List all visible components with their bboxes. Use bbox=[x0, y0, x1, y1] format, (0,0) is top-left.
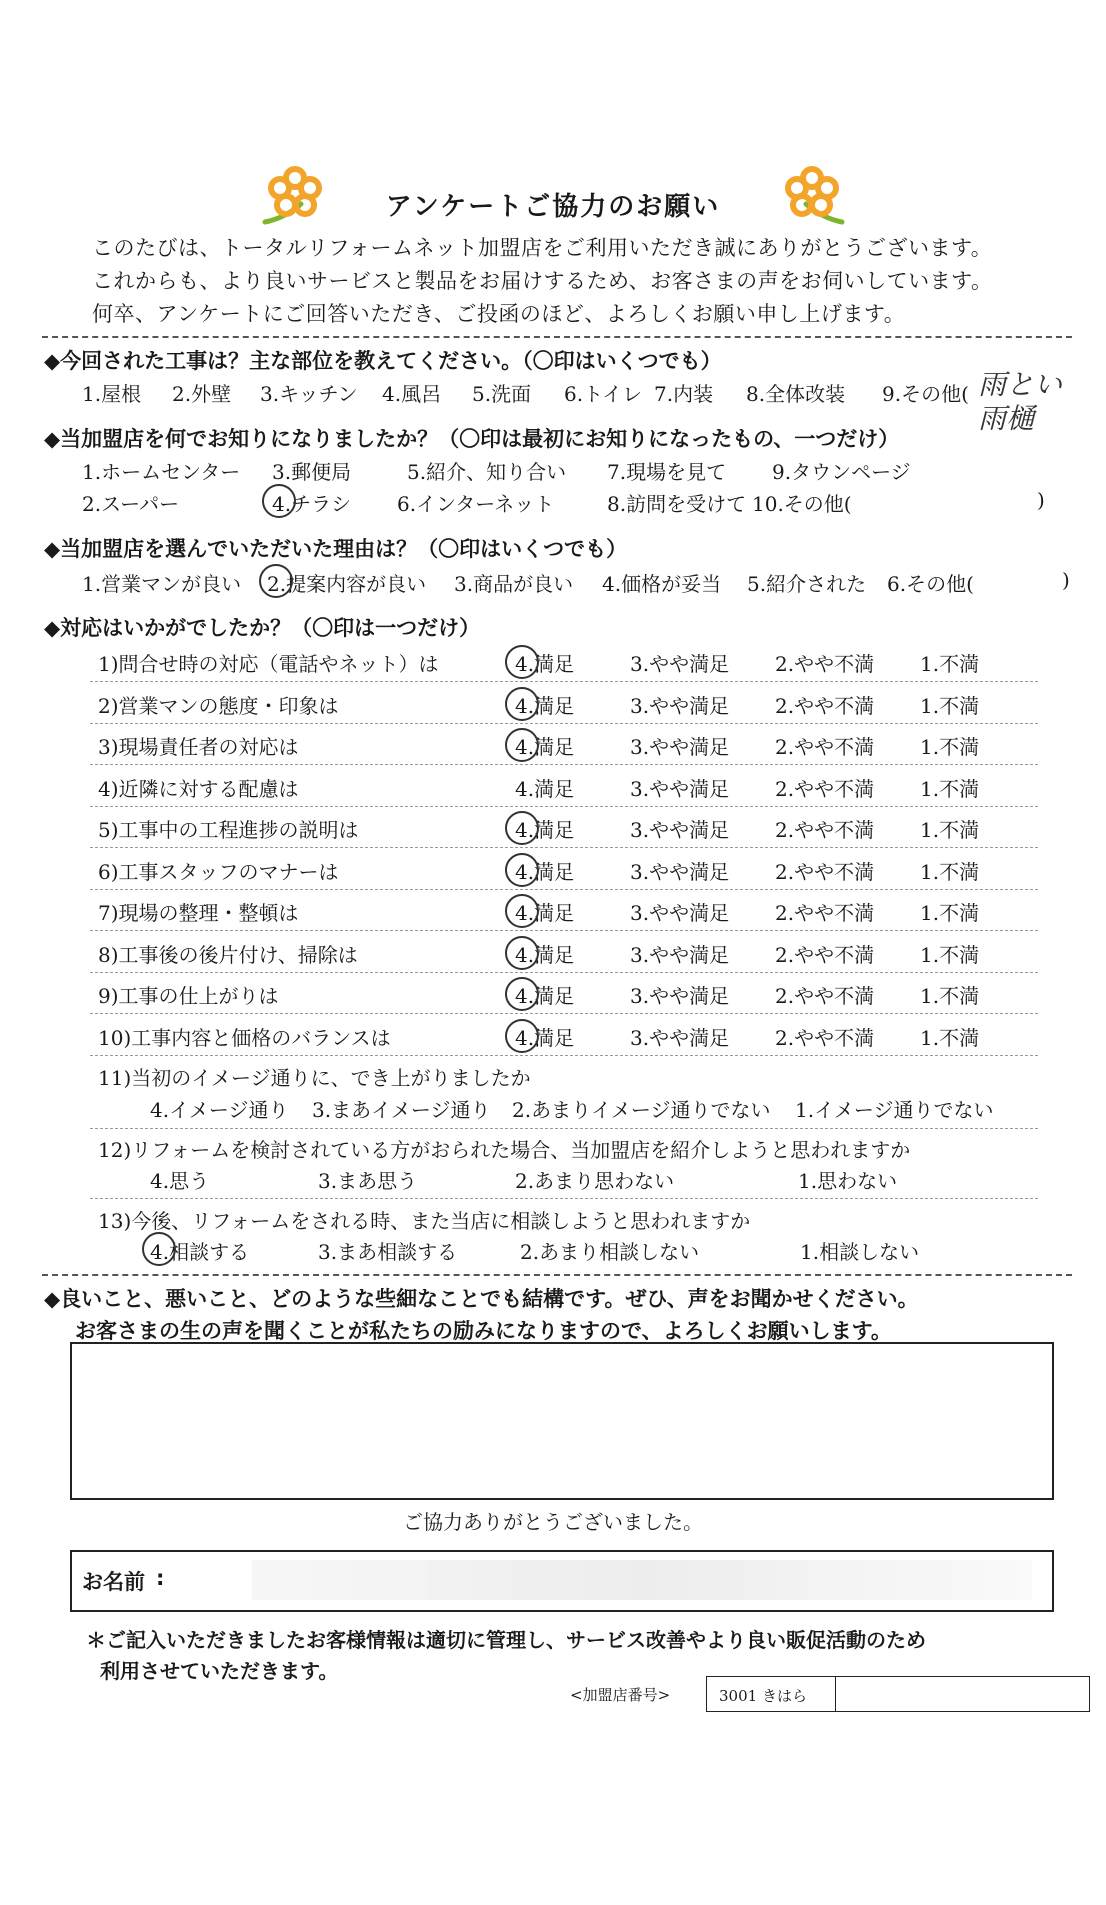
q13-option-4[interactable]: 4.相談する bbox=[150, 1240, 250, 1264]
q12-option-4[interactable]: 4.思う bbox=[150, 1169, 210, 1193]
q11-label: 11)当初のイメージ通りに、でき上がりましたか bbox=[98, 1066, 531, 1090]
q4-item-5-label: 5)工事中の工程進捗の説明は bbox=[98, 818, 359, 842]
redacted-name bbox=[252, 1560, 1032, 1600]
q3-option-5[interactable]: 5.紹介された bbox=[747, 572, 867, 596]
q4-item-8-grade-3[interactable]: 3.やや満足 bbox=[630, 942, 730, 967]
q4-item-6-selected-circle bbox=[505, 853, 539, 887]
q4-item-9-selected-circle bbox=[505, 977, 539, 1011]
q3-option-3[interactable]: 3.商品が良い bbox=[454, 572, 574, 596]
q11-option-1[interactable]: 1.イメージ通りでない bbox=[795, 1098, 994, 1122]
q2-option-3[interactable]: 3.郵便局 bbox=[272, 460, 352, 484]
q4-item-6-label: 6)工事スタッフのマナーは bbox=[98, 859, 339, 884]
name-field[interactable] bbox=[70, 1550, 1054, 1612]
q1-option-7[interactable]: 7.内装 bbox=[654, 382, 714, 406]
q4-item-3-grade-3[interactable]: 3.やや満足 bbox=[630, 735, 730, 759]
page-title: アンケートご協力のお願い bbox=[385, 192, 721, 222]
row-divider bbox=[90, 972, 1038, 973]
row-divider bbox=[90, 806, 1038, 807]
intro-line-3: 何卒、アンケートにご回答いただき、ご投函のほど、よろしくお願い申し上げます。 bbox=[92, 302, 906, 326]
comments-subheading: お客さまの生の声を聞くことが私たちの励みになりますので、よろしくお願いします。 bbox=[75, 1318, 892, 1343]
q11-options bbox=[150, 1094, 1050, 1124]
q12-label: 12)リフォームを検討されている方がおられた場合、当加盟店を紹介しようと思われますか bbox=[98, 1138, 911, 1162]
q4-item-2-label: 2)営業マンの態度・印象は bbox=[98, 693, 339, 718]
q2-option-4[interactable]: 4.チラシ bbox=[272, 492, 352, 516]
name-label-colon: : bbox=[156, 1566, 165, 1590]
q3-heading: ◆当加盟店を選んでいただいた理由は？（〇印はいくつでも） bbox=[44, 537, 628, 561]
q4-item-8-grade-4[interactable]: 4.満足 bbox=[515, 942, 575, 967]
q1-option-3[interactable]: 3.キッチン bbox=[260, 382, 358, 406]
q4-item-1-grade-2[interactable]: 2.やや不満 bbox=[775, 652, 875, 676]
q11-option-2[interactable]: 2.あまりイメージ通りでない bbox=[512, 1098, 771, 1122]
q11-option-3[interactable]: 3.まあイメージ通り bbox=[312, 1098, 491, 1122]
q2-option-9[interactable]: 9.タウンページ bbox=[772, 460, 911, 484]
thanks-text: ご協力ありがとうございました。 bbox=[403, 1510, 703, 1534]
q4-item-9-grade-1[interactable]: 1.不満 bbox=[920, 984, 980, 1008]
q4-item-3-grade-4[interactable]: 4.満足 bbox=[515, 735, 575, 759]
q4-item-6-grade-4[interactable]: 4.満足 bbox=[515, 859, 575, 884]
q2-option-2[interactable]: 2.スーパー bbox=[82, 492, 180, 516]
store-number-box bbox=[706, 1676, 1090, 1712]
q4-item-5-grade-2[interactable]: 2.やや不満 bbox=[775, 818, 875, 842]
q4-item-6-grade-3[interactable]: 3.やや満足 bbox=[630, 859, 730, 884]
q4-item-8-label: 8)工事後の後片付け、掃除は bbox=[98, 942, 358, 967]
q4-item-1-selected-circle bbox=[505, 645, 539, 679]
q3-options bbox=[82, 568, 1082, 598]
comments-textarea[interactable] bbox=[70, 1342, 1054, 1500]
q4-item-4-grade-3[interactable]: 3.やや満足 bbox=[630, 776, 730, 801]
privacy-note-2: 利用させていただきます。 bbox=[100, 1659, 339, 1683]
q12-option-3[interactable]: 3.まあ思う bbox=[318, 1169, 418, 1193]
q1-option-5[interactable]: 5.洗面 bbox=[472, 382, 532, 406]
store-number-label: <加盟店番号> bbox=[570, 1686, 671, 1704]
q13-option-4-circle bbox=[142, 1232, 176, 1266]
q2-option-5[interactable]: 5.紹介、知り合い bbox=[407, 460, 567, 484]
q13-options bbox=[150, 1236, 1050, 1266]
q4-item-10-grade-1[interactable]: 1.不満 bbox=[920, 1025, 980, 1050]
q4-item-5-grade-4[interactable]: 4.満足 bbox=[515, 818, 575, 842]
q1-option-2[interactable]: 2.外壁 bbox=[172, 382, 232, 406]
name-label: お名前 bbox=[82, 1570, 145, 1594]
q1-handwritten-other: 雨とい 雨樋 bbox=[978, 368, 1063, 435]
row-divider bbox=[90, 723, 1038, 724]
q4-item-5-grade-3[interactable]: 3.やや満足 bbox=[630, 818, 730, 842]
q2-option-10[interactable]: 10.その他( bbox=[752, 492, 852, 516]
q4-item-10-grade-3[interactable]: 3.やや満足 bbox=[630, 1025, 730, 1050]
q4-item-9-grade-2[interactable]: 2.やや不満 bbox=[775, 984, 875, 1008]
q2-options-row1 bbox=[82, 456, 1082, 486]
q4-item-9-grade-3[interactable]: 3.やや満足 bbox=[630, 984, 730, 1008]
q11-option-4[interactable]: 4.イメージ通り bbox=[150, 1098, 289, 1122]
intro-line-1: このたびは、トータルリフォームネット加盟店をご利用いただき誠にありがとうございます。 bbox=[92, 236, 993, 260]
q1-option-4[interactable]: 4.風呂 bbox=[382, 382, 442, 406]
row-divider bbox=[90, 847, 1038, 848]
q4-item-7-grade-3[interactable]: 3.やや満足 bbox=[630, 901, 730, 925]
q4-item-10-grade-2[interactable]: 2.やや不満 bbox=[775, 1025, 875, 1050]
q1-option-1[interactable]: 1.屋根 bbox=[82, 382, 142, 406]
q4-item-10-label: 10)工事内容と価格のバランスは bbox=[98, 1025, 391, 1050]
q4-item-4-grade-4[interactable]: 4.満足 bbox=[515, 776, 575, 801]
row-divider bbox=[90, 1055, 1038, 1056]
q4-heading: ◆対応はいかがでしたか？（〇印は一つだけ） bbox=[44, 616, 481, 640]
q4-item-3-grade-1[interactable]: 1.不満 bbox=[920, 735, 980, 759]
q3-option-2-circle bbox=[259, 564, 293, 598]
q4-item-7-grade-1[interactable]: 1.不満 bbox=[920, 901, 980, 925]
q3-option-6-close: ) bbox=[1062, 568, 1070, 592]
q13-option-2[interactable]: 2.あまり相談しない bbox=[520, 1240, 700, 1264]
q4-item-9-label: 9)工事の仕上がりは bbox=[98, 984, 279, 1008]
q12-option-1[interactable]: 1.思わない bbox=[798, 1169, 898, 1193]
divider bbox=[42, 336, 1072, 338]
q2-heading: ◆当加盟店を何でお知りになりましたか？（〇印は最初にお知りになったもの、一つだけ） bbox=[44, 427, 900, 451]
row-divider bbox=[90, 1013, 1038, 1014]
q2-option-10-close: ) bbox=[1037, 488, 1045, 512]
q1-option-6[interactable]: 6.トイレ bbox=[564, 382, 643, 406]
row-divider bbox=[90, 681, 1038, 682]
q12-options bbox=[150, 1165, 1050, 1195]
q1-option-9[interactable]: 9.その他( bbox=[882, 382, 969, 406]
q4-item-6-grade-2[interactable]: 2.やや不満 bbox=[775, 859, 875, 884]
q2-option-4-circle bbox=[262, 484, 296, 518]
q1-option-8[interactable]: 8.全体改装 bbox=[746, 382, 846, 406]
q3-option-1[interactable]: 1.営業マンが良い bbox=[82, 572, 242, 596]
store-number-value: 3001 きはら bbox=[719, 1687, 807, 1705]
q4-item-5-grade-1[interactable]: 1.不満 bbox=[920, 818, 980, 842]
row-divider bbox=[90, 889, 1038, 890]
q4-item-10-grade-4[interactable]: 4.満足 bbox=[515, 1025, 575, 1050]
q4-item-1-grade-4[interactable]: 4.満足 bbox=[515, 652, 575, 676]
q2-option-8[interactable]: 8.訪問を受けて bbox=[607, 492, 747, 516]
row-divider bbox=[90, 1128, 1038, 1129]
q4-item-2-grade-4[interactable]: 4.満足 bbox=[515, 693, 575, 718]
comments-heading: ◆良いこと、悪いこと、どのような些細なことでも結構です。ぜひ、声をお聞かせください。 bbox=[44, 1287, 919, 1311]
q4-item-7-grade-4[interactable]: 4.満足 bbox=[515, 901, 575, 925]
q13-option-3[interactable]: 3.まあ相談する bbox=[318, 1240, 458, 1264]
q4-item-3-label: 3)現場責任者の対応は bbox=[98, 735, 299, 759]
row-divider bbox=[90, 764, 1038, 765]
q3-option-2[interactable]: 2.提案内容が良い bbox=[267, 572, 427, 596]
q4-item-4-grade-2[interactable]: 2.やや不満 bbox=[775, 776, 875, 801]
q4-item-6-grade-1[interactable]: 1.不満 bbox=[920, 859, 980, 884]
q4-item-8-grade-2[interactable]: 2.やや不満 bbox=[775, 942, 875, 967]
q4-item-8-grade-1[interactable]: 1.不満 bbox=[920, 942, 980, 967]
q4-item-9-grade-4[interactable]: 4.満足 bbox=[515, 984, 575, 1008]
q4-item-4-grade-1[interactable]: 1.不満 bbox=[920, 776, 980, 801]
q4-item-1-label: 1)問合せ時の対応（電話やネット）は bbox=[98, 652, 439, 676]
privacy-note-1: ＊ご記入いただきましたお客様情報は適切に管理し、サービス改善やより良い販促活動のため bbox=[86, 1628, 926, 1652]
q2-option-7[interactable]: 7.現場を見て bbox=[607, 460, 727, 484]
q4-item-2-selected-circle bbox=[505, 687, 539, 721]
q4-item-1-grade-1[interactable]: 1.不満 bbox=[920, 652, 980, 676]
q4-item-2-grade-2[interactable]: 2.やや不満 bbox=[775, 693, 875, 718]
q4-item-10-selected-circle bbox=[505, 1019, 539, 1053]
q4-item-1-grade-3[interactable]: 3.やや満足 bbox=[630, 652, 730, 676]
row-divider bbox=[90, 930, 1038, 931]
q1-options bbox=[82, 378, 1082, 408]
q4-item-7-grade-2[interactable]: 2.やや不満 bbox=[775, 901, 875, 925]
q2-option-1[interactable]: 1.ホームセンター bbox=[82, 460, 241, 484]
q4-item-5-selected-circle bbox=[505, 811, 539, 845]
q13-option-1[interactable]: 1.相談しない bbox=[800, 1240, 920, 1264]
row-divider bbox=[90, 1198, 1038, 1199]
q3-option-6[interactable]: 6.その他( bbox=[887, 572, 974, 596]
q1-heading: ◆今回された工事は？主な部位を教えてください。（〇印はいくつでも） bbox=[44, 349, 722, 373]
q4-item-7-selected-circle bbox=[505, 894, 539, 928]
q12-option-2[interactable]: 2.あまり思わない bbox=[515, 1169, 675, 1193]
intro-line-2: これからも、より良いサービスと製品をお届けするため、お客さまの声をお伺いしています。 bbox=[92, 269, 993, 293]
q2-options-row2 bbox=[82, 488, 1082, 518]
q4-item-3-selected-circle bbox=[505, 728, 539, 762]
q4-item-4-label: 4)近隣に対する配慮は bbox=[98, 776, 299, 801]
q4-item-2-grade-1[interactable]: 1.不満 bbox=[920, 693, 980, 718]
q4-item-8-selected-circle bbox=[505, 936, 539, 970]
divider bbox=[42, 1274, 1072, 1276]
q2-option-6[interactable]: 6.インターネット bbox=[397, 492, 555, 516]
q4-item-7-label: 7)現場の整理・整頓は bbox=[98, 901, 299, 925]
q4-item-3-grade-2[interactable]: 2.やや不満 bbox=[775, 735, 875, 759]
q13-label: 13)今後、リフォームをされる時、また当店に相談しようと思われますか bbox=[98, 1209, 751, 1233]
q3-option-4[interactable]: 4.価格が妥当 bbox=[602, 572, 722, 596]
q4-item-2-grade-3[interactable]: 3.やや満足 bbox=[630, 693, 730, 718]
